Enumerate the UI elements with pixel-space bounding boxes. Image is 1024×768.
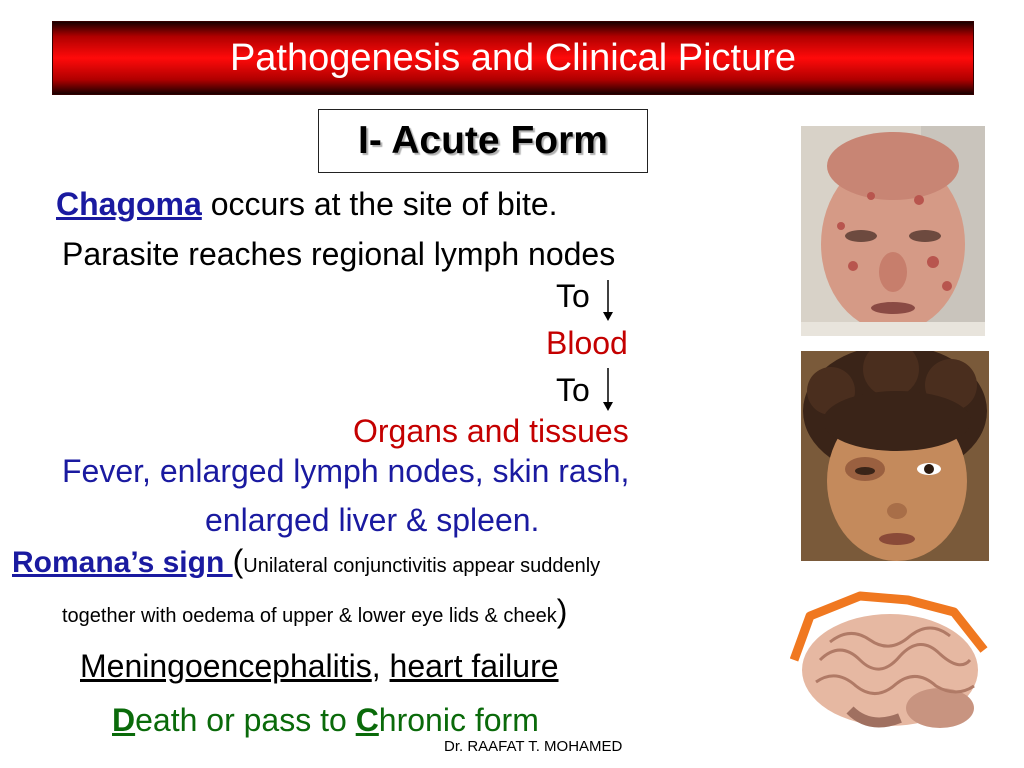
flow-to-2: To (556, 372, 590, 408)
subtitle: I- Acute Form (358, 119, 608, 162)
chagoma-line (56, 186, 558, 223)
photo-child-face (801, 351, 989, 561)
romana-line-2 (62, 593, 567, 630)
outcome-letter-d: D (112, 702, 136, 738)
romana-open-paren: ( (232, 543, 244, 579)
chagoma-text: occurs at the site of bite. (201, 186, 558, 222)
subtitle-box (318, 109, 648, 173)
romana-desc-1: Unilateral conjunctivitis appear suddenly (243, 555, 601, 577)
complication-separator: , (371, 648, 390, 684)
down-arrow-icon (601, 368, 615, 412)
romana-desc-2: together with oedema of upper & lower eye lids & cheek (62, 605, 557, 627)
romana-term: Romana’s sign (12, 546, 233, 579)
outcome-line (112, 702, 539, 739)
chagoma-term: Chagoma (56, 186, 202, 222)
flow-blood: Blood (546, 325, 628, 361)
romana-line-1 (12, 543, 600, 580)
down-arrow-icon (601, 280, 615, 322)
symptoms-line-1: Fever, enlarged lymph nodes, skin rash, (62, 453, 630, 489)
complications-line (80, 648, 559, 685)
lymph-line: Parasite reaches regional lymph nodes (62, 236, 616, 272)
symptoms-line-2: enlarged liver & spleen. (205, 502, 540, 538)
complication-meningoencephalitis: Meningoencephalitis (80, 648, 372, 684)
romana-close-paren: ) (556, 593, 568, 629)
complication-heart-failure: heart failure (389, 648, 559, 684)
outcome-text-1: eath or pass to (135, 702, 356, 738)
outcome-letter-c: C (355, 702, 379, 738)
title-bar (52, 21, 974, 95)
flow-organs: Organs and tissues (353, 413, 629, 449)
photo-adult-face (801, 126, 985, 336)
brain-illustration (790, 590, 990, 740)
slide-title: Pathogenesis and Clinical Picture (229, 36, 797, 79)
outcome-text-2: hronic form (378, 702, 539, 738)
footer-author: Dr. RAAFAT T. MOHAMED (444, 738, 623, 755)
flow-to-1: To (556, 278, 590, 314)
